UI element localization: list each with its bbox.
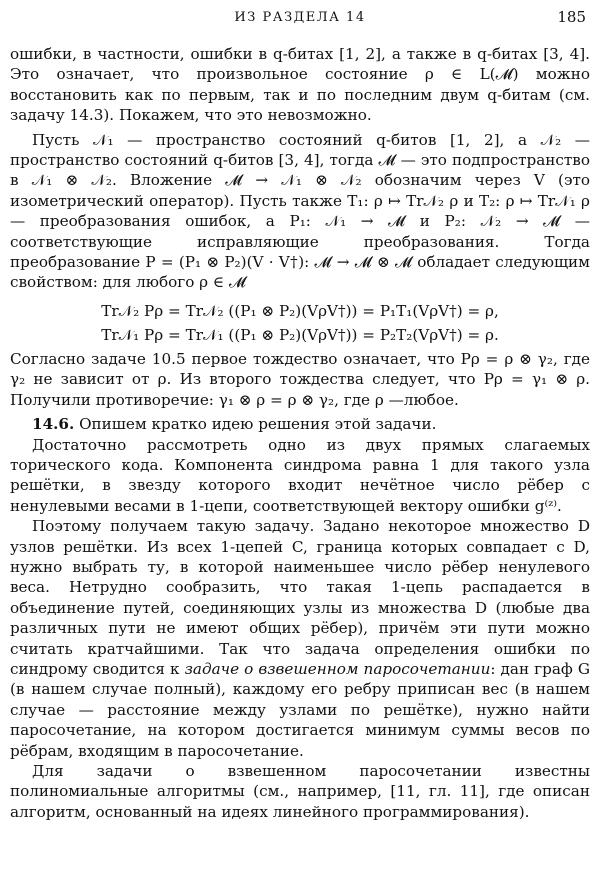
paragraph-6: [10, 516, 590, 761]
text-body: [10, 44, 590, 822]
paragraph-5: Достаточно рассмотреть одно из двух прямых слагаемых торического кода. Компонента синдрома равна 1 для такого узла решётки, в звезду которого входит нечётное число рёбер с ненулевыми весами в 1-цепи, соответствующей вектору ошибки g⁽ᶻ⁾.: [10, 435, 590, 515]
paragraph-3: Согласно задаче 10.5 первое тождество означает, что Pρ = ρ ⊗ γ₂, где γ₂ не зависит от ρ. Из второго тождества следует, что Pρ = γ₁ ⊗ ρ. Получили противоречие: γ₁ ⊗ ρ = ρ ⊗ γ₂, где ρ —любое.: [10, 349, 590, 409]
paragraph-6-start: Поэтому получаем такую задачу. Задано некоторое множество D узлов решётки. Из всех 1-цепей C, граница которых совпадает с D, нужно выбрать ту, в которой наименьшее число рёбер ненулевого веса. Нетрудно сообразить, что такая 1-цепь распадается в объединение путей, соединяющих узлы из множества D (любые два различных пути не имеют общих рёбер), причём эти пути можно считать кратчайшими. Так что задача определения ошибки по синдрому сводится к: [10, 517, 590, 678]
formula-line-1: Tr𝒩₂ Pρ = Tr𝒩₂ ((P₁ ⊗ P₂)(VρV†)) = P₁T₁(VρV†) = ρ,: [101, 301, 499, 320]
paragraph-6-end: : дан граф G (в нашем случае полный), каждому его ребру приписан вес (в нашем случае — расстояние между узлами по решётке), нужно найти паросочетание, на котором достигается минимум суммы весов по рёбрам, входящим в паросочетание.: [10, 659, 591, 760]
page-number: 185: [557, 8, 586, 26]
paragraph-1: ошибки, в частности, ошибки в q-битах [1, 2], а также в q-битах [3, 4]. Это означает, что произвольное состояние ρ ∈ L(𝓜) можно восстановить как по первым, так и по последним двум q-битам (см. задачу 14.3). Покажем, что это невозможно.: [10, 45, 590, 125]
formula-line-2: Tr𝒩₁ Pρ = Tr𝒩₁ ((P₁ ⊗ P₂)(VρV†)) = P₂T₂(VρV†) = ρ.: [101, 325, 499, 344]
paragraph-2: Пусть 𝒩₁ — пространство состояний q-битов [1, 2], а 𝒩₂ — пространство состояний q-битов [3, 4], тогда 𝓜 — это подпространство в 𝒩₁ ⊗ 𝒩₂. Вложение 𝓜 → 𝒩₁ ⊗ 𝒩₂ обозначим через V (это изометрический оператор). Пусть также T₁: ρ ↦ Tr𝒩₂ ρ и T₂: ρ ↦ Tr𝒩₁ ρ — преобразования ошибок, а P₁: 𝒩₁ → 𝓜 и P₂: 𝒩₂ → 𝓜 — соответствующие исправляющие преобразования. Тогда преобразование P = (P₁ ⊗ P₂)(V · V†): 𝓜 → 𝓜 ⊗ 𝓜 обладает следующим свойством: для любого ρ ∈ 𝓜: [10, 130, 590, 292]
paragraph-7: Для задачи о взвешенном паросочетании известны полиномиальные алгоритмы (см., например, [11, гл. 11], где описан алгоритм, основанный на идеях линейного программирования).: [10, 762, 590, 821]
problem-intro: Опишем кратко идею решения этой задачи.: [79, 415, 437, 434]
paragraph-4: [10, 414, 590, 434]
running-header: [0, 8, 600, 38]
problem-number: 14.6.: [32, 415, 75, 434]
emphasis-term: задаче о взвешенном паросочетании: [184, 659, 491, 678]
formula-block: [10, 299, 590, 347]
section-title: ИЗ РАЗДЕЛА 14: [234, 10, 366, 25]
